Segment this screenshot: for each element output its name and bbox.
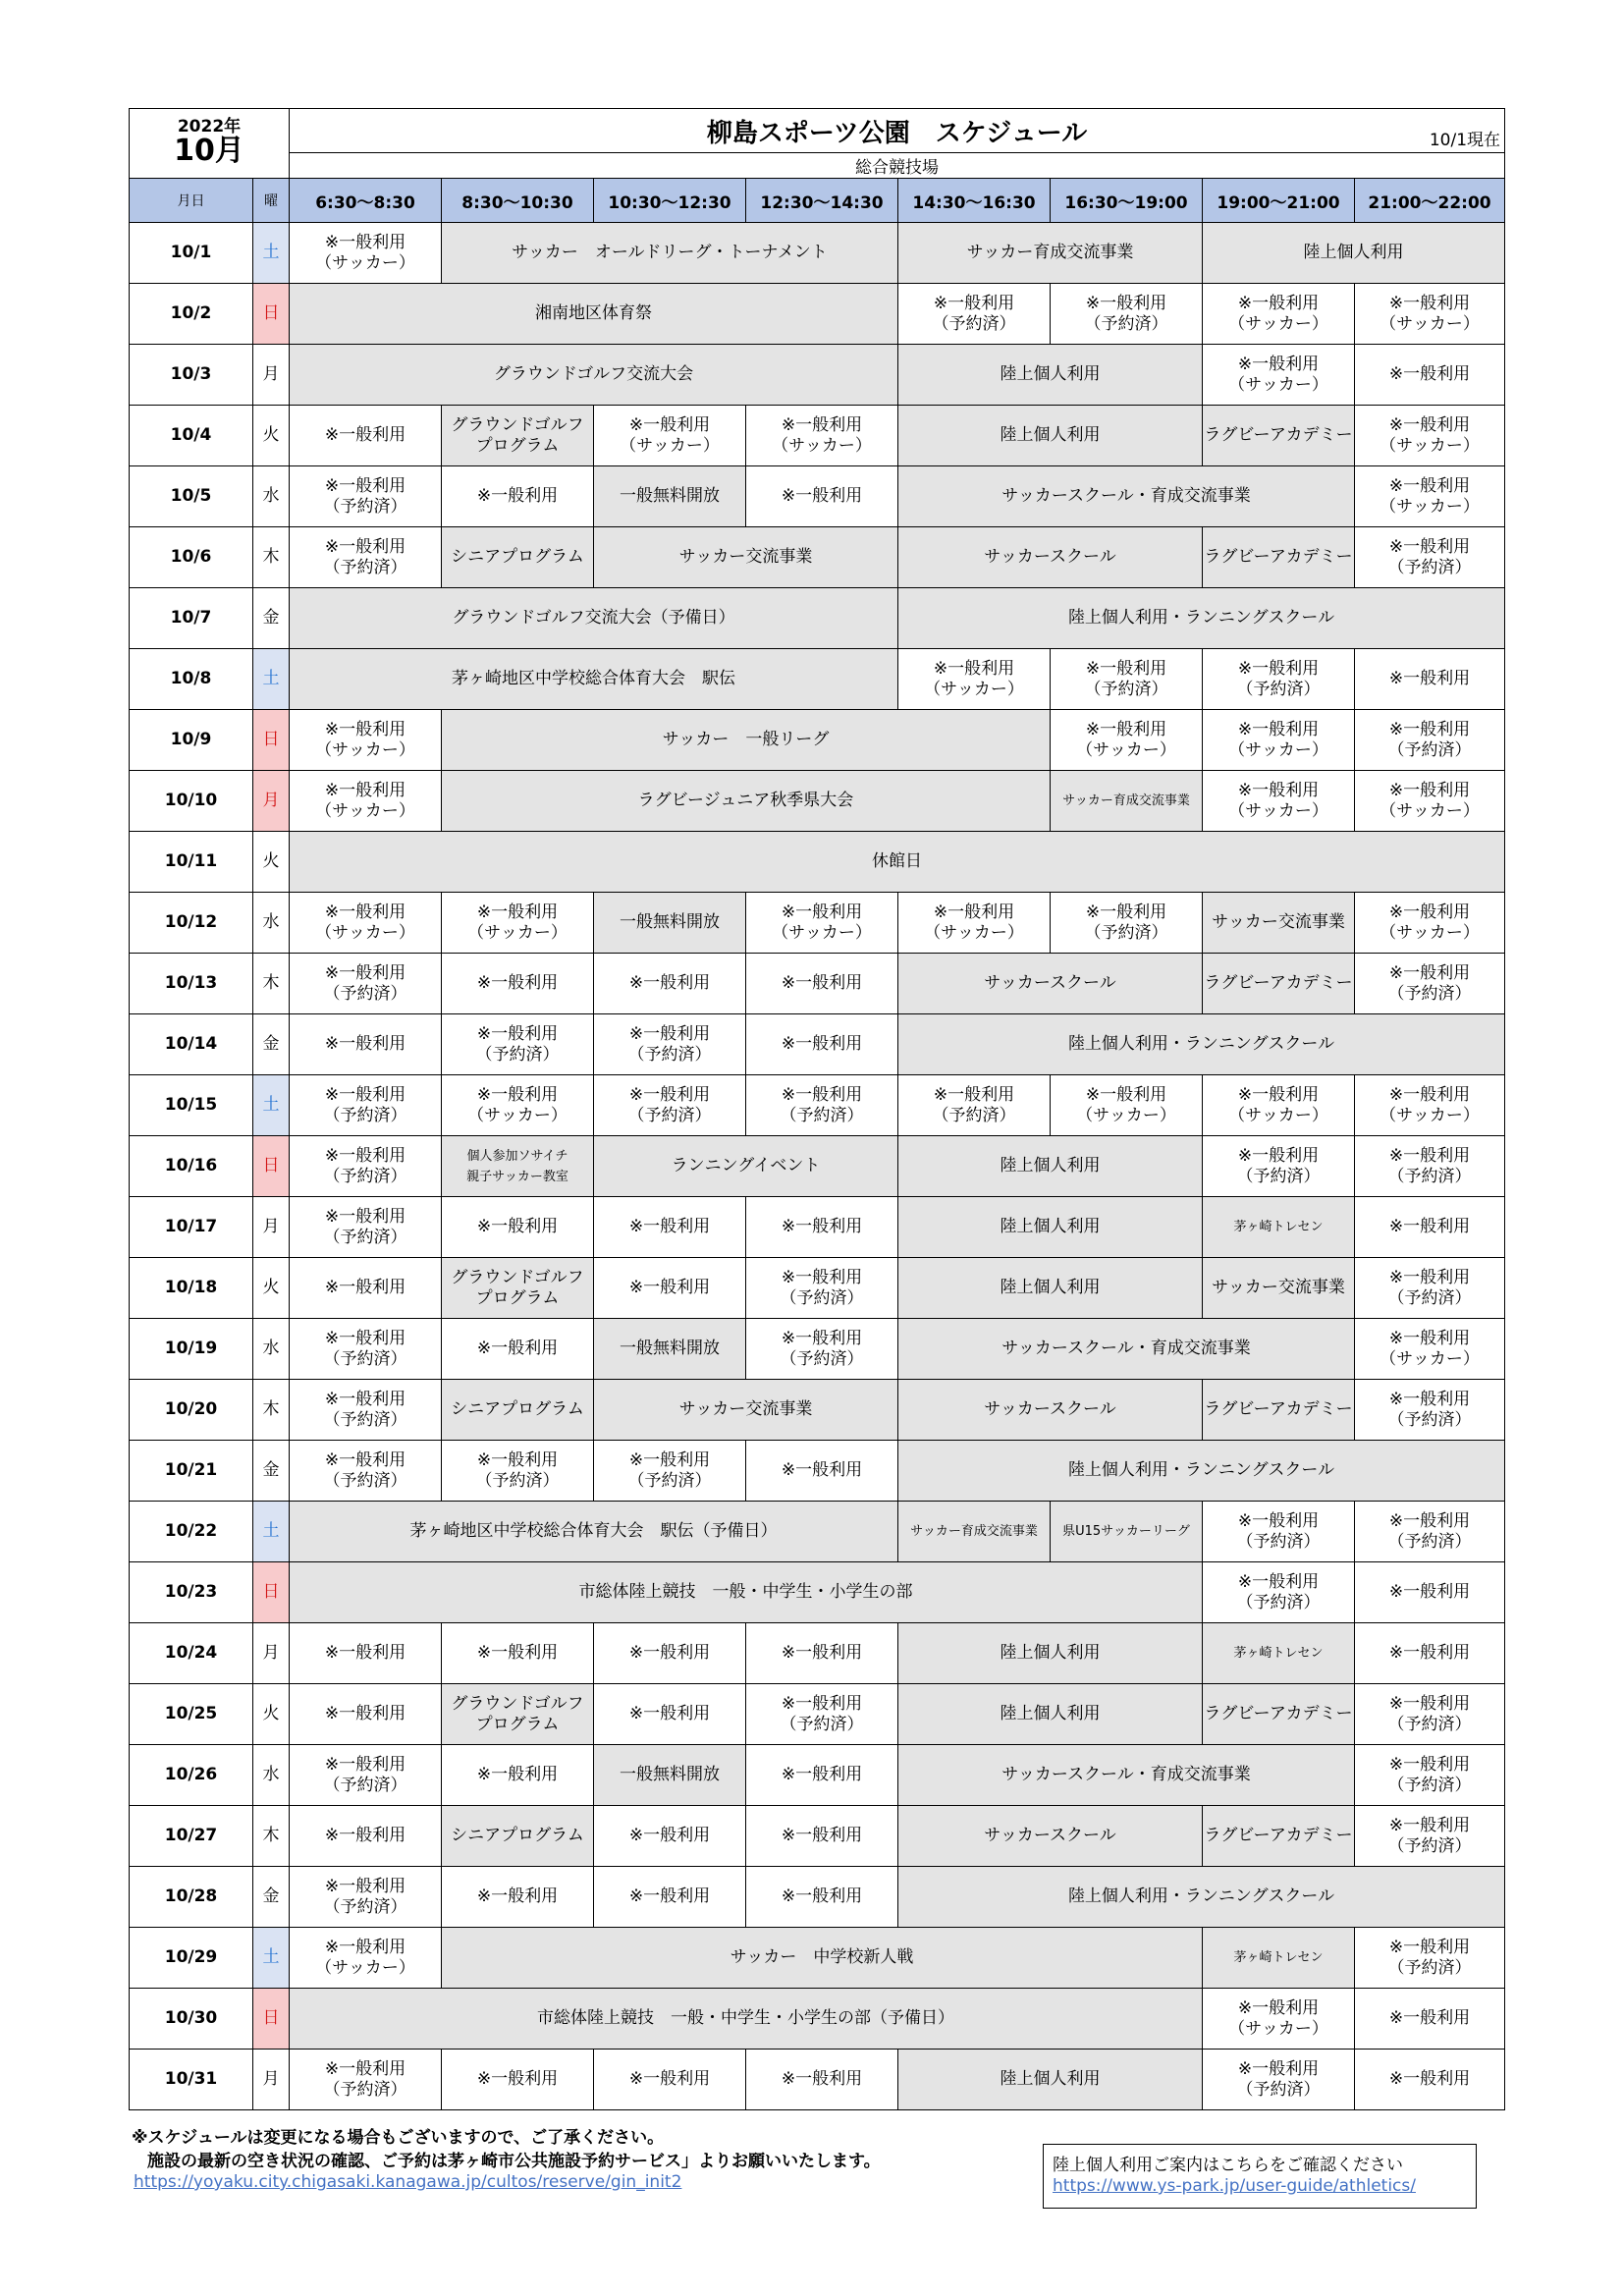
athletics-info-text: 陸上個人利用ご案内はこちらをご確認ください	[1053, 2156, 1403, 2175]
weekday-cell: 日	[253, 1562, 290, 1623]
general-use-cell: ※一般利用	[442, 1867, 594, 1928]
schedule-row	[130, 1502, 1505, 1562]
weekday-cell: 金	[253, 1441, 290, 1502]
general-use-cell: ※一般利用 （予約済）	[898, 1075, 1051, 1136]
general-use-cell: ※一般利用 （予約済）	[1203, 1562, 1355, 1623]
general-use-cell: ※一般利用 （予約済）	[1203, 2050, 1355, 2110]
general-use-cell: ※一般利用	[746, 954, 898, 1014]
month-label: 10月	[174, 134, 244, 168]
weekday-cell: 水	[253, 893, 290, 954]
general-use-cell: ※一般利用 （サッカー）	[594, 406, 746, 466]
general-use-cell: ※一般利用 （サッカー）	[290, 710, 442, 771]
event-cell: サッカー育成交流事業	[1051, 771, 1203, 832]
schedule-row	[130, 223, 1505, 284]
weekday-cell: 水	[253, 1745, 290, 1806]
date-cell: 10/21	[130, 1441, 253, 1502]
schedule-row	[130, 832, 1505, 893]
event-cell: 茅ヶ崎地区中学校総合体育大会 駅伝（予備日）	[290, 1502, 898, 1562]
schedule-row	[130, 1075, 1505, 1136]
schedule-row	[130, 1928, 1505, 1989]
general-use-cell: ※一般利用 （サッカー）	[1355, 406, 1505, 466]
general-use-cell: ※一般利用 （サッカー）	[1051, 710, 1203, 771]
general-use-cell: ※一般利用	[290, 1684, 442, 1745]
general-use-cell: ※一般利用	[746, 1441, 898, 1502]
event-cell: サッカースクール	[898, 527, 1203, 588]
schedule-row	[130, 1989, 1505, 2050]
general-use-cell: ※一般利用 （予約済）	[290, 527, 442, 588]
general-use-cell: ※一般利用 （予約済）	[898, 284, 1051, 345]
general-use-cell: ※一般利用	[442, 466, 594, 527]
event-cell: グラウンドゴルフ プログラム	[442, 1258, 594, 1319]
weekday-cell: 日	[253, 1136, 290, 1197]
event-cell: シニアプログラム	[442, 1380, 594, 1441]
weekday-cell: 金	[253, 588, 290, 649]
event-cell: ラグビーアカデミー	[1203, 954, 1355, 1014]
venue-name: 総合競技場	[290, 153, 1505, 179]
event-cell: サッカー育成交流事業	[898, 223, 1203, 284]
general-use-cell: ※一般利用 （予約済）	[1355, 1502, 1505, 1562]
general-use-cell: ※一般利用	[290, 1623, 442, 1684]
general-use-cell: ※一般利用 （予約済）	[290, 1075, 442, 1136]
event-cell: ラグビーアカデミー	[1203, 527, 1355, 588]
general-use-cell: ※一般利用	[290, 1258, 442, 1319]
general-use-cell: ※一般利用 （予約済）	[1355, 1258, 1505, 1319]
year-month-cell	[130, 109, 290, 179]
weekday-cell: 土	[253, 1502, 290, 1562]
weekday-cell: 月	[253, 2050, 290, 2110]
general-use-cell: ※一般利用 （予約済）	[746, 1258, 898, 1319]
event-cell: 一般無料開放	[594, 466, 746, 527]
weekday-cell: 木	[253, 1806, 290, 1867]
event-cell: サッカー育成交流事業	[898, 1502, 1051, 1562]
general-use-cell: ※一般利用 （サッカー）	[1203, 1075, 1355, 1136]
time-slot-header: 14:30～16:30	[898, 179, 1051, 223]
general-use-cell: ※一般利用 （サッカー）	[1203, 345, 1355, 406]
schedule-row	[130, 1623, 1505, 1684]
general-use-cell: ※一般利用	[290, 1806, 442, 1867]
time-slot-header: 12:30～14:30	[746, 179, 898, 223]
event-cell: 県U15サッカーリーグ	[1051, 1502, 1203, 1562]
schedule-row	[130, 1441, 1505, 1502]
weekday-cell: 木	[253, 954, 290, 1014]
schedule-row	[130, 1867, 1505, 1928]
weekday-cell: 水	[253, 1319, 290, 1380]
weekday-cell: 木	[253, 527, 290, 588]
general-use-cell: ※一般利用 （予約済）	[594, 1441, 746, 1502]
general-use-cell: ※一般利用 （サッカー）	[1203, 710, 1355, 771]
general-use-cell: ※一般利用	[746, 1197, 898, 1258]
weekday-cell: 月	[253, 345, 290, 406]
general-use-cell: ※一般利用 （予約済）	[290, 1745, 442, 1806]
general-use-cell: ※一般利用 （サッカー）	[1355, 771, 1505, 832]
event-cell: 陸上個人利用	[898, 345, 1203, 406]
general-use-cell: ※一般利用 （サッカー）	[442, 1075, 594, 1136]
date-cell: 10/3	[130, 345, 253, 406]
event-cell: 市総体陸上競技 一般・中学生・小学生の部	[290, 1562, 1203, 1623]
general-use-cell: ※一般利用 （サッカー）	[1355, 893, 1505, 954]
reservation-service-link[interactable]: https://yoyaku.city.chigasaki.kanagawa.jp/cultos/reserve/gin_init2	[134, 2172, 682, 2192]
event-cell: 一般無料開放	[594, 1745, 746, 1806]
event-cell: 陸上個人利用	[898, 1136, 1203, 1197]
general-use-cell: ※一般利用	[442, 1623, 594, 1684]
event-cell: グラウンドゴルフ交流大会	[290, 345, 898, 406]
date-cell: 10/20	[130, 1380, 253, 1441]
general-use-cell: ※一般利用	[442, 1319, 594, 1380]
general-use-cell: ※一般利用 （予約済）	[1203, 1136, 1355, 1197]
date-cell: 10/22	[130, 1502, 253, 1562]
general-use-cell: ※一般利用 （予約済）	[290, 1441, 442, 1502]
weekday-cell: 日	[253, 284, 290, 345]
date-cell: 10/31	[130, 2050, 253, 2110]
weekday-cell: 土	[253, 1928, 290, 1989]
general-use-cell: ※一般利用 （予約済）	[594, 1014, 746, 1075]
event-cell: 一般無料開放	[594, 1319, 746, 1380]
schedule-row	[130, 1684, 1505, 1745]
event-cell: 茅ヶ崎トレセン	[1203, 1623, 1355, 1684]
schedule-row	[130, 1319, 1505, 1380]
date-cell: 10/18	[130, 1258, 253, 1319]
column-header-row	[130, 179, 1505, 223]
general-use-cell: ※一般利用 （サッカー）	[1203, 284, 1355, 345]
event-cell: サッカー 中学校新人戦	[442, 1928, 1203, 1989]
general-use-cell: ※一般利用 （サッカー）	[746, 406, 898, 466]
general-use-cell: ※一般利用	[442, 1197, 594, 1258]
event-cell: 陸上個人利用	[898, 1684, 1203, 1745]
general-use-cell: ※一般利用 （サッカー）	[1051, 1075, 1203, 1136]
date-cell: 10/27	[130, 1806, 253, 1867]
weekday-cell: 日	[253, 710, 290, 771]
general-use-cell: ※一般利用 （予約済）	[746, 1075, 898, 1136]
weekday-cell: 土	[253, 1075, 290, 1136]
event-cell: サッカー交流事業	[594, 1380, 898, 1441]
date-cell: 10/26	[130, 1745, 253, 1806]
general-use-cell: ※一般利用	[594, 954, 746, 1014]
general-use-cell: ※一般利用 （サッカー）	[290, 771, 442, 832]
event-cell: グラウンドゴルフ プログラム	[442, 406, 594, 466]
date-cell: 10/15	[130, 1075, 253, 1136]
event-cell: ラグビーアカデミー	[1203, 406, 1355, 466]
general-use-cell: ※一般利用 （サッカー）	[442, 893, 594, 954]
event-cell: 市総体陸上競技 一般・中学生・小学生の部（予備日）	[290, 1989, 1203, 2050]
general-use-cell: ※一般利用 （予約済）	[1051, 649, 1203, 710]
date-cell: 10/6	[130, 527, 253, 588]
weekday-cell: 金	[253, 1867, 290, 1928]
general-use-cell: ※一般利用	[594, 1197, 746, 1258]
date-cell: 10/30	[130, 1989, 253, 2050]
date-cell: 10/16	[130, 1136, 253, 1197]
event-cell: ラグビーアカデミー	[1203, 1380, 1355, 1441]
schedule-row	[130, 1258, 1505, 1319]
weekday-cell: 木	[253, 1380, 290, 1441]
event-cell: 休館日	[290, 832, 1505, 893]
event-cell: ラグビーアカデミー	[1203, 1806, 1355, 1867]
event-cell: 一般無料開放	[594, 893, 746, 954]
event-cell: サッカースクール	[898, 1806, 1203, 1867]
general-use-cell: ※一般利用 （予約済）	[290, 1319, 442, 1380]
general-use-cell: ※一般利用	[1355, 1623, 1505, 1684]
date-cell: 10/29	[130, 1928, 253, 1989]
general-use-cell: ※一般利用 （サッカー）	[1355, 1319, 1505, 1380]
date-cell: 10/10	[130, 771, 253, 832]
event-cell: シニアプログラム	[442, 1806, 594, 1867]
schedule-table	[129, 108, 1505, 2110]
general-use-cell: ※一般利用 （予約済）	[594, 1075, 746, 1136]
schedule-row	[130, 1745, 1505, 1806]
general-use-cell: ※一般利用 （予約済）	[746, 1319, 898, 1380]
general-use-cell: ※一般利用	[746, 2050, 898, 2110]
date-cell: 10/23	[130, 1562, 253, 1623]
date-cell: 10/9	[130, 710, 253, 771]
athletics-guide-link[interactable]: https://www.ys-park.jp/user-guide/athletics/	[1053, 2176, 1416, 2196]
schedule-row	[130, 588, 1505, 649]
schedule-row	[130, 1014, 1505, 1075]
schedule-row	[130, 710, 1505, 771]
date-cell: 10/17	[130, 1197, 253, 1258]
event-cell: サッカースクール・育成交流事業	[898, 466, 1355, 527]
date-cell: 10/7	[130, 588, 253, 649]
general-use-cell: ※一般利用 （予約済）	[1355, 527, 1505, 588]
general-use-cell: ※一般利用 （予約済）	[1355, 1684, 1505, 1745]
schedule-row	[130, 284, 1505, 345]
time-slot-header: 6:30～8:30	[290, 179, 442, 223]
general-use-cell: ※一般利用 （予約済）	[1355, 1136, 1505, 1197]
weekday-cell: 月	[253, 1197, 290, 1258]
event-cell: サッカースクール・育成交流事業	[898, 1319, 1355, 1380]
date-cell: 10/25	[130, 1684, 253, 1745]
weekday-cell: 水	[253, 466, 290, 527]
general-use-cell: ※一般利用 （予約済）	[290, 466, 442, 527]
event-cell: サッカー オールドリーグ・トーナメント	[442, 223, 898, 284]
schedule-row	[130, 1562, 1505, 1623]
general-use-cell: ※一般利用 （予約済）	[1355, 710, 1505, 771]
general-use-cell: ※一般利用 （サッカー）	[746, 893, 898, 954]
general-use-cell: ※一般利用	[442, 2050, 594, 2110]
page-title-cell	[290, 109, 1505, 153]
event-cell: 陸上個人利用	[898, 406, 1203, 466]
general-use-cell: ※一般利用	[746, 1014, 898, 1075]
event-cell: 陸上個人利用・ランニングスクール	[898, 1014, 1505, 1075]
general-use-cell: ※一般利用 （予約済）	[290, 954, 442, 1014]
general-use-cell: ※一般利用 （サッカー）	[290, 893, 442, 954]
event-cell: シニアプログラム	[442, 527, 594, 588]
general-use-cell: ※一般利用 （予約済）	[1203, 1502, 1355, 1562]
general-use-cell: ※一般利用	[746, 1623, 898, 1684]
event-cell: サッカースクール	[898, 954, 1203, 1014]
general-use-cell: ※一般利用	[1355, 1562, 1505, 1623]
schedule-row	[130, 1380, 1505, 1441]
weekday-cell: 月	[253, 771, 290, 832]
general-use-cell: ※一般利用	[746, 1806, 898, 1867]
general-use-cell: ※一般利用	[594, 1867, 746, 1928]
date-cell: 10/12	[130, 893, 253, 954]
schedule-row	[130, 1806, 1505, 1867]
schedule-row	[130, 1197, 1505, 1258]
schedule-row	[130, 649, 1505, 710]
date-cell: 10/8	[130, 649, 253, 710]
general-use-cell: ※一般利用 （予約済）	[290, 1867, 442, 1928]
weekday-cell: 火	[253, 832, 290, 893]
general-use-cell: ※一般利用	[442, 954, 594, 1014]
schedule-change-note: ※スケジュールは変更になる場合もございますので、ご了承ください。	[132, 2128, 665, 2148]
event-cell: サッカー交流事業	[1203, 1258, 1355, 1319]
event-cell: 茅ヶ崎地区中学校総合体育大会 駅伝	[290, 649, 898, 710]
general-use-cell: ※一般利用	[1355, 2050, 1505, 2110]
event-cell: サッカー 一般リーグ	[442, 710, 1051, 771]
general-use-cell: ※一般利用 （予約済）	[442, 1441, 594, 1502]
general-use-cell: ※一般利用 （予約済）	[1203, 649, 1355, 710]
time-slot-header: 19:00～21:00	[1203, 179, 1355, 223]
general-use-cell: ※一般利用 （予約済）	[1355, 954, 1505, 1014]
date-cell: 10/4	[130, 406, 253, 466]
as-of-date: 10/1現在	[1429, 131, 1501, 150]
event-cell: サッカー交流事業	[1203, 893, 1355, 954]
weekday-cell: 日	[253, 1989, 290, 2050]
general-use-cell: ※一般利用 （サッカー）	[1203, 1989, 1355, 2050]
date-cell: 10/11	[130, 832, 253, 893]
general-use-cell: ※一般利用 （予約済）	[290, 1197, 442, 1258]
general-use-cell: ※一般利用	[1355, 345, 1505, 406]
general-use-cell: ※一般利用 （サッカー）	[1355, 284, 1505, 345]
general-use-cell: ※一般利用 （サッカー）	[1203, 771, 1355, 832]
time-slot-header: 8:30～10:30	[442, 179, 594, 223]
general-use-cell: ※一般利用 （サッカー）	[1355, 1075, 1505, 1136]
schedule-row	[130, 771, 1505, 832]
event-cell: 茅ヶ崎トレセン	[1203, 1928, 1355, 1989]
general-use-cell: ※一般利用 （サッカー）	[898, 649, 1051, 710]
general-use-cell: ※一般利用	[746, 1745, 898, 1806]
general-use-cell: ※一般利用	[594, 1806, 746, 1867]
event-cell: 陸上個人利用・ランニングスクール	[898, 588, 1505, 649]
general-use-cell: ※一般利用	[746, 466, 898, 527]
date-cell: 10/19	[130, 1319, 253, 1380]
general-use-cell: ※一般利用	[594, 1623, 746, 1684]
schedule-row	[130, 345, 1505, 406]
general-use-cell: ※一般利用 （予約済）	[1355, 1380, 1505, 1441]
general-use-cell: ※一般利用 （予約済）	[1355, 1806, 1505, 1867]
reservation-note: 施設の最新の空き状況の確認、ご予約は茅ヶ崎市公共施設予約サービス」よりお願いいたします。	[147, 2152, 881, 2171]
date-cell: 10/24	[130, 1623, 253, 1684]
event-cell: 陸上個人利用	[898, 1258, 1203, 1319]
general-use-cell: ※一般利用 （予約済）	[746, 1684, 898, 1745]
event-cell: サッカースクール	[898, 1380, 1203, 1441]
weekday-cell: 火	[253, 1258, 290, 1319]
general-use-cell: ※一般利用	[1355, 1989, 1505, 2050]
weekday-cell: 月	[253, 1623, 290, 1684]
event-cell: ラグビージュニア秋季県大会	[442, 771, 1051, 832]
event-cell: グラウンドゴルフ交流大会（予備日）	[290, 588, 898, 649]
weekday-cell: 土	[253, 649, 290, 710]
general-use-cell: ※一般利用 （予約済）	[1051, 893, 1203, 954]
year-label: 2022年	[177, 117, 242, 137]
event-cell: 陸上個人利用・ランニングスクール	[898, 1441, 1505, 1502]
event-cell: 陸上個人利用	[1203, 223, 1505, 284]
general-use-cell: ※一般利用 （予約済）	[442, 1014, 594, 1075]
event-cell: 陸上個人利用	[898, 1623, 1203, 1684]
schedule-row	[130, 527, 1505, 588]
event-cell: 陸上個人利用・ランニングスクール	[898, 1867, 1505, 1928]
schedule-row	[130, 406, 1505, 466]
schedule-row	[130, 2050, 1505, 2110]
time-slot-header: 10:30～12:30	[594, 179, 746, 223]
general-use-cell: ※一般利用 （サッカー）	[898, 893, 1051, 954]
general-use-cell: ※一般利用 （サッカー）	[290, 223, 442, 284]
event-cell: サッカー交流事業	[594, 527, 898, 588]
time-slot-header: 16:30～19:00	[1051, 179, 1203, 223]
event-cell: ランニングイベント	[594, 1136, 898, 1197]
schedule-row	[130, 954, 1505, 1014]
event-cell: ラグビーアカデミー	[1203, 1684, 1355, 1745]
general-use-cell: ※一般利用 （予約済）	[290, 2050, 442, 2110]
weekday-column-header: 曜	[253, 179, 290, 223]
date-cell: 10/28	[130, 1867, 253, 1928]
general-use-cell: ※一般利用 （予約済）	[1355, 1928, 1505, 1989]
weekday-cell: 火	[253, 406, 290, 466]
date-cell: 10/5	[130, 466, 253, 527]
event-cell: サッカースクール・育成交流事業	[898, 1745, 1355, 1806]
event-cell: グラウンドゴルフ プログラム	[442, 1684, 594, 1745]
date-cell: 10/14	[130, 1014, 253, 1075]
date-cell: 10/13	[130, 954, 253, 1014]
time-slot-header: 21:00～22:00	[1355, 179, 1505, 223]
schedule-row	[130, 893, 1505, 954]
date-cell: 10/1	[130, 223, 253, 284]
general-use-cell: ※一般利用 （予約済）	[1051, 284, 1203, 345]
event-cell: 個人参加ソサイチ 親子サッカー教室	[442, 1136, 594, 1197]
general-use-cell: ※一般利用	[746, 1867, 898, 1928]
date-cell: 10/2	[130, 284, 253, 345]
general-use-cell: ※一般利用 （予約済）	[290, 1136, 442, 1197]
general-use-cell: ※一般利用 （予約済）	[290, 1380, 442, 1441]
event-cell: 茅ヶ崎トレセン	[1203, 1197, 1355, 1258]
date-column-header: 月日	[130, 179, 253, 223]
weekday-cell: 金	[253, 1014, 290, 1075]
general-use-cell: ※一般利用	[1355, 1197, 1505, 1258]
weekday-cell: 火	[253, 1684, 290, 1745]
general-use-cell: ※一般利用 （サッカー）	[1355, 466, 1505, 527]
event-cell: 陸上個人利用	[898, 1197, 1203, 1258]
event-cell: 湘南地区体育祭	[290, 284, 898, 345]
general-use-cell: ※一般利用	[594, 1684, 746, 1745]
page-title: 柳島スポーツ公園 スケジュール	[706, 118, 1088, 148]
general-use-cell: ※一般利用	[594, 2050, 746, 2110]
weekday-cell: 土	[253, 223, 290, 284]
schedule-row	[130, 466, 1505, 527]
general-use-cell: ※一般利用	[1355, 649, 1505, 710]
general-use-cell: ※一般利用 （サッカー）	[290, 1928, 442, 1989]
general-use-cell: ※一般利用 （予約済）	[1355, 1745, 1505, 1806]
general-use-cell: ※一般利用	[442, 1745, 594, 1806]
event-cell: 陸上個人利用	[898, 2050, 1203, 2110]
general-use-cell: ※一般利用	[290, 406, 442, 466]
general-use-cell: ※一般利用	[594, 1258, 746, 1319]
general-use-cell: ※一般利用	[290, 1014, 442, 1075]
schedule-row	[130, 1136, 1505, 1197]
